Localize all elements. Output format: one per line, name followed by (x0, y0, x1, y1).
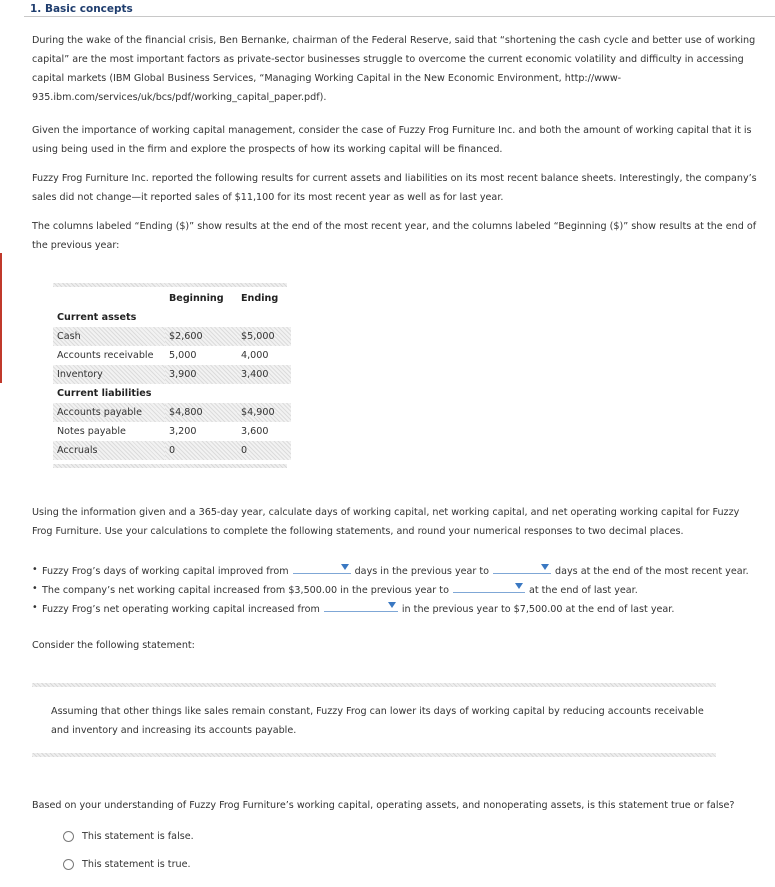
row-label: Notes payable (57, 426, 126, 437)
title-divider (24, 16, 775, 17)
row-label: Accounts receivable (57, 350, 154, 361)
list-item (32, 560, 749, 579)
table-top-rule (53, 283, 287, 287)
row-label: Inventory (53, 365, 165, 384)
option-true-label: This statement is true. (82, 859, 191, 870)
net-working-capital-dropdown[interactable] (453, 579, 525, 593)
consider-paragraph: Consider the following statement: (32, 640, 195, 651)
row-label: Accounts payable (53, 403, 165, 422)
days-previous-dropdown[interactable] (293, 560, 351, 574)
option-false-label: This statement is false. (82, 831, 194, 842)
ending-value: $4,900 (237, 403, 291, 422)
left-edge-bar (0, 0, 2, 887)
statement-text: Assuming that other things like sales remain constant, Fuzzy Frog can lower its days of working capital by reducing accounts receivable and inventory and increasing its accounts payable. (51, 706, 704, 736)
bullet-text: Fuzzy Frog’s days of working capital improved from (42, 566, 289, 577)
bullet-text: The company’s net working capital increased from $3,500.00 in the previous year to (42, 585, 449, 596)
bullet-text: Fuzzy Frog’s net operating working capital increased from (42, 604, 320, 615)
table-row-notes-payable (53, 422, 291, 441)
columns-paragraph: The columns labeled “Ending ($)” show results at the end of the most recent year, and the columns labeled “Beginning ($)” show results at the end of the previous year: (32, 221, 757, 251)
beginning-value: 3,900 (165, 365, 237, 384)
row-label: Accruals (53, 441, 165, 460)
ending-value: 3,600 (241, 426, 269, 437)
list-item (32, 598, 749, 617)
statements-list (32, 560, 749, 617)
table-row-accounts-receivable (53, 346, 291, 365)
list-item (32, 579, 749, 598)
option-false[interactable] (63, 831, 194, 842)
instructions-paragraph: Using the information given and a 365-day year, calculate days of working capital, net working capital, and net operating working capital for Fuzzy Frog Furniture. Use your calculations to complete the following statements, and round your numerical responses to two decimal places. (32, 507, 740, 537)
left-edge-marker (0, 253, 2, 383)
question-paragraph: Based on your understanding of Fuzzy Frog Furniture’s working capital, operating assets, and nonoperating assets, is this statement true or false? (32, 800, 735, 811)
header-beginning: Beginning (169, 293, 224, 304)
option-true[interactable] (63, 859, 191, 870)
bullet-text: days at the end of the most recent year. (555, 566, 749, 577)
table-row-inventory (53, 365, 291, 384)
radio-button-icon[interactable] (63, 831, 74, 842)
beginning-value: $2,600 (165, 327, 237, 346)
bullet-text: at the end of last year. (528, 585, 638, 596)
current-assets-heading: Current assets (57, 312, 137, 323)
table-row-cash (53, 327, 291, 346)
intro-paragraph: During the wake of the financial crisis, Ben Bernanke, chairman of the Federal Reserve, said that “shortening the cash cycle and better use of working capital” are the most important factors as private-sector businesses struggle to overcome the current economic volatility and difficulty in accessing capital markets (IBM Global Business Services, “Managing Working Capital in the New Economic Environment, http://www-935.ibm.com/services/uk/bcs/pdf/working_capital_paper.pdf). (32, 35, 756, 103)
ending-value: 0 (237, 441, 291, 460)
header-blank (53, 289, 165, 308)
bullet-text: in the previous year to $7,500.00 at the end of last year. (401, 604, 675, 615)
chevron-down-icon (388, 602, 396, 608)
current-liabilities-heading: Current liabilities (57, 388, 152, 399)
bullet-text: days in the previous year to (354, 566, 490, 577)
results-paragraph: Fuzzy Frog Furniture Inc. reported the following results for current assets and liabilities on its most recent balance sheets. Interestingly, the company’s sales did not change—it reported sales of $11,100 for its most recent year as well as for last year. (32, 173, 757, 203)
ending-value: 3,400 (237, 365, 291, 384)
balance-sheet-table (53, 289, 291, 460)
beginning-value: 3,200 (169, 426, 197, 437)
ending-value: $5,000 (237, 327, 291, 346)
statement-top-rule (32, 683, 716, 687)
table-bottom-rule (53, 464, 287, 468)
nowc-previous-dropdown[interactable] (324, 598, 398, 612)
beginning-value: $4,800 (165, 403, 237, 422)
row-label: Cash (53, 327, 165, 346)
statement-bottom-rule (32, 753, 716, 757)
section-title: 1. Basic concepts (30, 3, 133, 15)
chevron-down-icon (515, 583, 523, 589)
context-paragraph: Given the importance of working capital management, consider the case of Fuzzy Frog Furniture Inc. and both the amount of working capital that it is using being used in the firm and explore the prospects of how its working capital will be financed. (32, 125, 752, 155)
table-row-accruals (53, 441, 291, 460)
chevron-down-icon (341, 564, 349, 570)
ending-value: 4,000 (241, 350, 269, 361)
radio-button-icon[interactable] (63, 859, 74, 870)
days-recent-dropdown[interactable] (493, 560, 551, 574)
beginning-value: 5,000 (169, 350, 197, 361)
beginning-value: 0 (165, 441, 237, 460)
table-row-accounts-payable (53, 403, 291, 422)
chevron-down-icon (541, 564, 549, 570)
header-ending: Ending (241, 293, 279, 304)
